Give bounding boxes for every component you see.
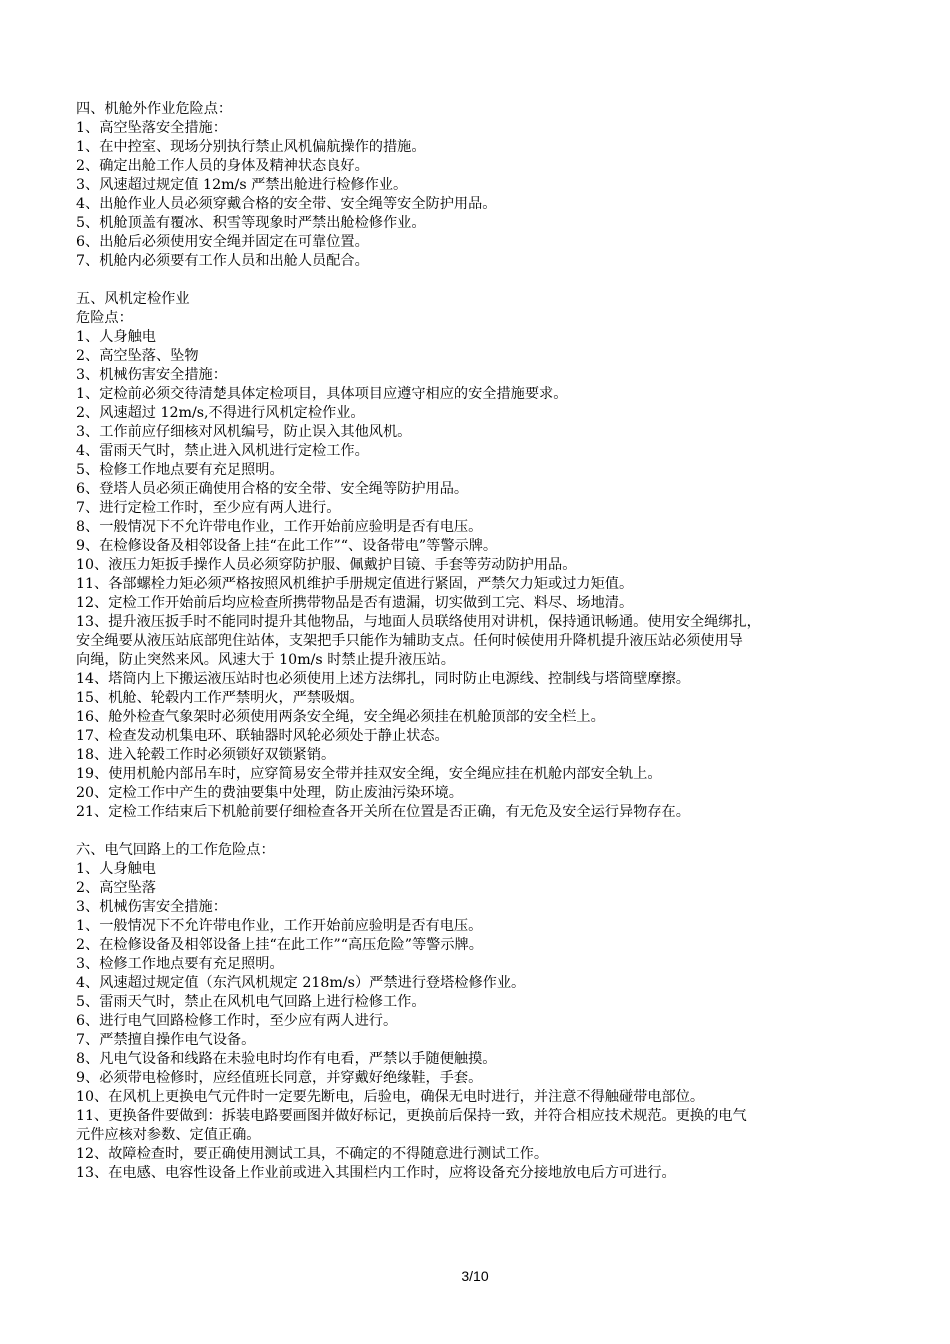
text-line: 3、机械伤害安全措施： — [76, 899, 227, 915]
text-line: 21、定检工作结束后下机舱前要仔细检查各开关所在位置是否正确，有无危及安全运行异物存在。 — [76, 804, 690, 820]
text-line: 2、高空坠落、坠物 — [76, 348, 199, 364]
text-line: 17、检查发动机集电环、联轴器时风轮必须处于静止状态。 — [76, 728, 449, 744]
text-line: 8、一般情况下不允许带电作业，工作开始前应验明是否有电压。 — [76, 519, 483, 535]
text-line: 5、机舱顶盖有覆冰、积雪等现象时严禁出舱检修作业。 — [76, 215, 426, 231]
text-line: 3、风速超过规定值 12m/s 严禁出舱进行检修作业。 — [76, 177, 408, 193]
text-line: 19、使用机舱内部吊车时，应穿简易安全带并挂双安全绳，安全绳应挂在机舱内部安全轨上。 — [76, 766, 662, 782]
text-line: 6、进行电气回路检修工作时，至少应有两人进行。 — [76, 1013, 398, 1029]
text-line: 1、定检前必须交待清楚具体定检项目，具体项目应遵守相应的安全措施要求。 — [76, 386, 568, 402]
section-3 — [76, 841, 886, 1183]
text-line: 15、机舱、轮毂内工作严禁明火，严禁吸烟。 — [76, 690, 364, 706]
section-heading: 六、电气回路上的工作危险点： — [76, 842, 275, 858]
text-line: 14、塔筒内上下搬运液压站时也必须使用上述方法绑扎，同时防止电源线、控制线与塔筒壁摩擦。 — [76, 671, 690, 687]
section-heading: 四、机舱外作业危险点： — [76, 101, 233, 117]
text-line: 3、机械伤害安全措施： — [76, 367, 227, 383]
page-number: 3/10 — [461, 1268, 489, 1284]
text-line: 18、进入轮毂工作时必须锁好双锁紧销。 — [76, 747, 336, 763]
text-line: 10、在风机上更换电气元件时一定要先断电，后验电，确保无电时进行，并注意不得触碰带电部位。 — [76, 1089, 705, 1105]
text-line: 2、高空坠落 — [76, 880, 156, 896]
text-line: 1、人身触电 — [76, 861, 156, 877]
document-body — [76, 100, 886, 1183]
section-heading: 五、风机定检作业 — [76, 291, 190, 307]
text-line: 9、必须带电检修时，应经值班长同意，并穿戴好绝缘鞋，手套。 — [76, 1070, 483, 1086]
text-line: 8、凡电气设备和线路在未验电时均作有电看，严禁以手随便触摸。 — [76, 1051, 497, 1067]
text-line: 2、在检修设备及相邻设备上挂“在此工作”“高压危险”等警示牌。 — [76, 937, 483, 953]
text-line: 4、出舱作业人员必须穿戴合格的安全带、安全绳等安全防护用品。 — [76, 196, 497, 212]
text-line: 安全绳要从液压站底部兜住站体，支架把手只能作为辅助支点。任何时候使用升降机提升液压站必须使用导 — [76, 633, 743, 649]
text-line: 5、检修工作地点要有充足照明。 — [76, 462, 284, 478]
text-line: 1、人身触电 — [76, 329, 156, 345]
text-line: 4、雷雨天气时，禁止进入风机进行定检工作。 — [76, 443, 369, 459]
section-2 — [76, 290, 886, 822]
text-line: 16、舱外检查气象架时必须使用两条安全绳，安全绳必须挂在机舱顶部的安全栏上。 — [76, 709, 605, 725]
text-line: 1、一般情况下不允许带电作业，工作开始前应验明是否有电压。 — [76, 918, 483, 934]
text-line: 10、液压力矩扳手操作人员必须穿防护服、佩戴护目镜、手套等劳动防护用品。 — [76, 557, 577, 573]
text-line: 7、机舱内必须要有工作人员和出舱人员配合。 — [76, 253, 369, 269]
text-line: 13、提升液压扳手时不能同时提升其他物品，与地面人员联络使用对讲机，保持通讯畅通。使用安全绳绑扎， — [76, 614, 761, 630]
text-line: 6、出舱后必须使用安全绳并固定在可靠位置。 — [76, 234, 369, 250]
text-line: 13、在电感、电容性设备上作业前或进入其围栏内工作时，应将设备充分接地放电后方可进行。 — [76, 1165, 676, 1181]
text-line: 2、确定出舱工作人员的身体及精神状态良好。 — [76, 158, 369, 174]
text-line: 2、风速超过 12m/s,不得进行风机定检作业。 — [76, 405, 365, 421]
text-line: 1、在中控室、现场分别执行禁止风机偏航操作的措施。 — [76, 139, 426, 155]
text-line: 20、定检工作中产生的费油要集中处理，防止废油污染环境。 — [76, 785, 463, 801]
text-line: 1、高空坠落安全措施： — [76, 120, 227, 136]
text-line: 3、工作前应仔细核对风机编号，防止误入其他风机。 — [76, 424, 412, 440]
text-line: 7、严禁擅自操作电气设备。 — [76, 1032, 256, 1048]
text-line: 3、检修工作地点要有充足照明。 — [76, 956, 284, 972]
text-line: 7、进行定检工作时，至少应有两人进行。 — [76, 500, 341, 516]
text-line: 向绳，防止突然来风。风速大于 10m/s 时禁止提升液压站。 — [76, 652, 455, 668]
text-line: 5、雷雨天气时，禁止在风机电气回路上进行检修工作。 — [76, 994, 426, 1010]
text-line: 11、更换备件要做到：拆装电路要画图并做好标记，更换前后保持一致，并符合相应技术规范。更换的电气 — [76, 1108, 747, 1124]
text-line: 4、风速超过规定值（东汽风机规定 218m/s）严禁进行登塔检修作业。 — [76, 975, 526, 991]
text-line: 元件应核对参数、定值正确。 — [76, 1127, 261, 1143]
text-line: 12、定检工作开始前后均应检查所携带物品是否有遗漏，切实做到工完、料尽、场地清。 — [76, 595, 634, 611]
text-line: 11、各部螺栓力矩必须严格按照风机维护手册规定值进行紧固，严禁欠力矩或过力矩值。 — [76, 576, 634, 592]
section-gap — [76, 822, 886, 841]
text-line: 9、在检修设备及相邻设备上挂“在此工作”“、设备带电”等警示牌。 — [76, 538, 498, 554]
section-1 — [76, 100, 886, 271]
text-line: 危险点： — [76, 310, 133, 326]
text-line: 6、登塔人员必须正确使用合格的安全带、安全绳等防护用品。 — [76, 481, 469, 497]
section-gap — [76, 271, 886, 290]
text-line: 12、故障检查时，要正确使用测试工具，不确定的不得随意进行测试工作。 — [76, 1146, 549, 1162]
